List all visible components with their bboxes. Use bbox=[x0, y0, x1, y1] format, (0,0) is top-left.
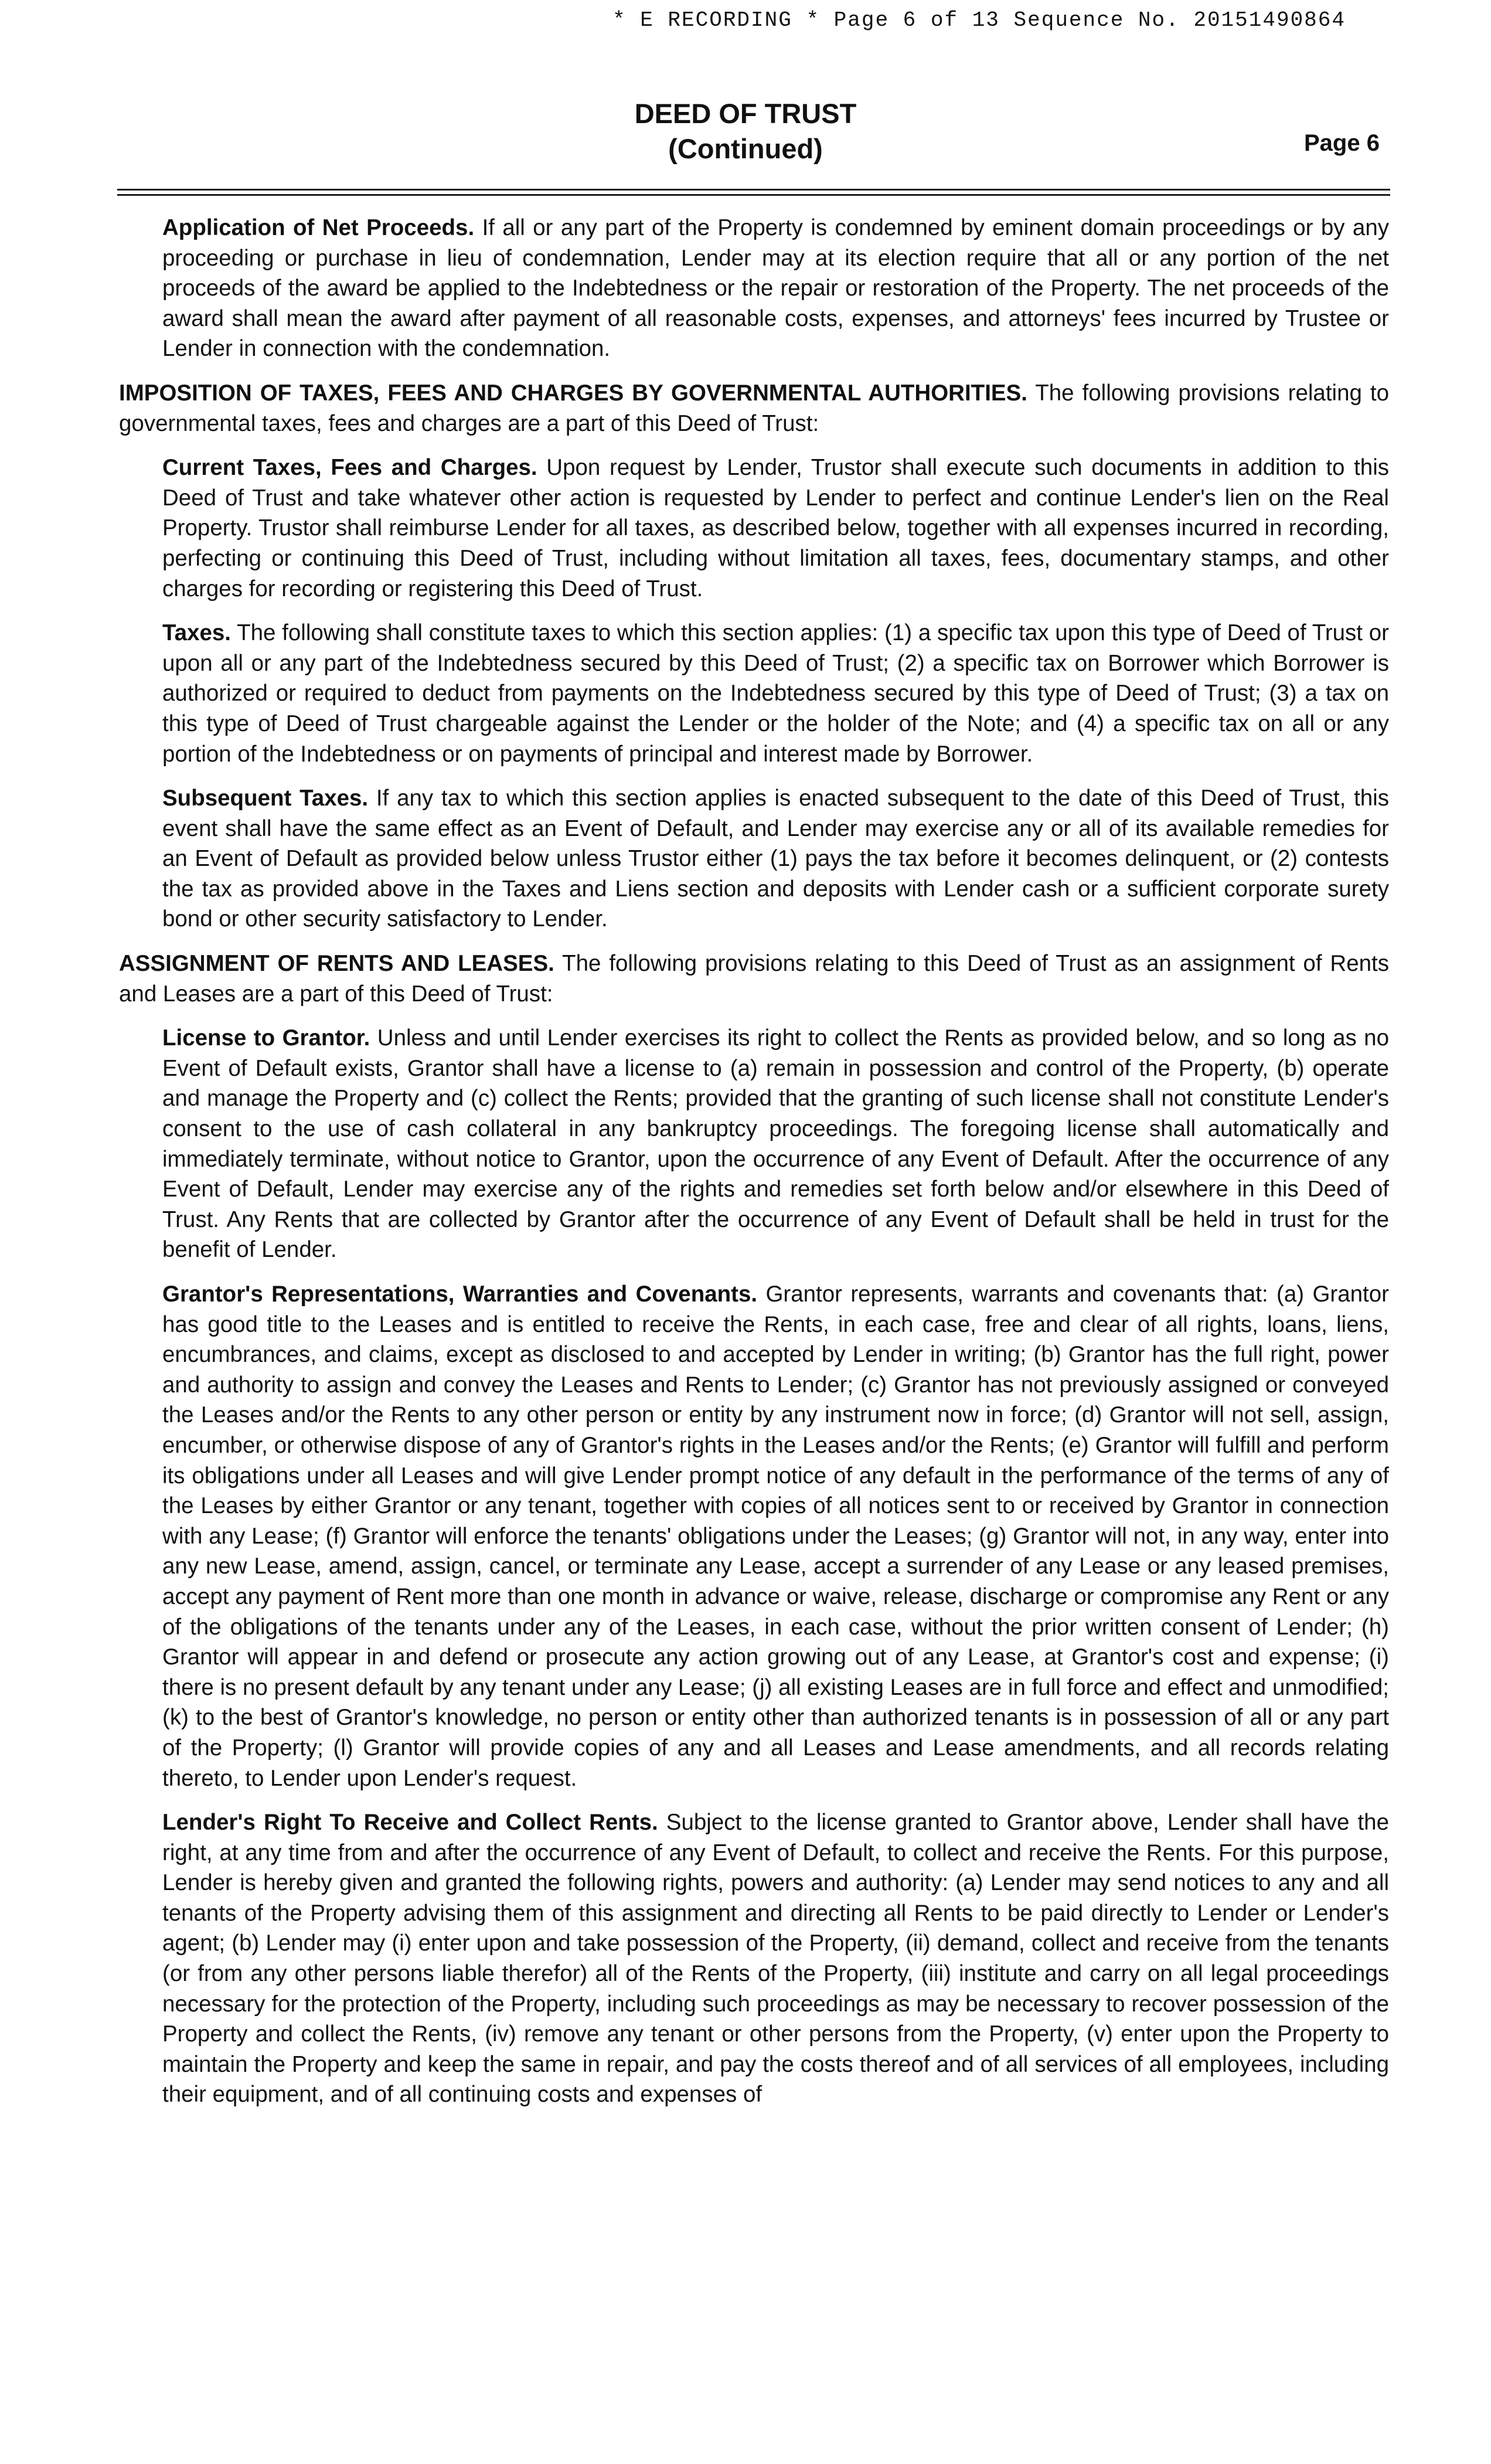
paragraph-right-to-collect bbox=[162, 1807, 1389, 2110]
paragraph-representations bbox=[162, 1279, 1389, 1793]
heading-license: License to Grantor. bbox=[162, 1025, 370, 1051]
header-rule-bottom bbox=[117, 194, 1390, 196]
paragraph-net-proceeds bbox=[162, 213, 1389, 364]
paragraph-license-to-grantor bbox=[162, 1023, 1389, 1265]
header-rule-top bbox=[117, 189, 1390, 191]
paragraph-current-taxes bbox=[162, 453, 1389, 604]
heading-subsequent-taxes: Subsequent Taxes. bbox=[162, 786, 369, 811]
text-net-proceeds: If all or any part of the Property is condemned by eminent domain proceedings or by any proceeding or purchase in lieu of condemnation, Lender may at its election require that all or any portion of the net proceeds of the award be applied to the Indebtedness or the repair or restoration of the Property. The net proceeds of the award shall mean the award after payment of all reasonable costs, expenses, and attorneys' fees incurred by Trustee or Lender in connection with the condemnation. bbox=[162, 215, 1389, 362]
heading-representations: Grantor's Representations, Warranties and Covenants. bbox=[162, 1282, 758, 1307]
document-title-block bbox=[0, 96, 1491, 166]
paragraph-subsequent-taxes bbox=[162, 783, 1389, 934]
heading-taxes: Taxes. bbox=[162, 620, 232, 646]
recording-header: * E RECORDING * Page 6 of 13 Sequence No. 20151490864 bbox=[612, 8, 1346, 32]
heading-current-taxes: Current Taxes, Fees and Charges. bbox=[162, 455, 537, 481]
text-license: Unless and until Lender exercises its right to collect the Rents as provided below, and so long as no Event of Default exists, Grantor shall have a license to (a) remain in possession and control of the Property, (b) operate and manage the Property and (c) collect the Rents; provided that the granting of such license shall not constitute Lender's consent to the use of cash collateral in any bankruptcy proceedings. The foregoing license shall automatically and immediately terminate, without notice to Grantor, upon the occurrence of any Event of Default. After the occurrence of any Event of Default, Lender may exercise any of the rights and remedies set forth below and/or elsewhere in this Deed of Trust. Any Rents that are collected by Grantor after the occurrence of any Event of Default shall be held in trust for the benefit of Lender. bbox=[162, 1025, 1389, 1263]
section-taxes-fees-charges bbox=[119, 378, 1389, 439]
document-subtitle: (Continued) bbox=[668, 133, 823, 164]
text-current-taxes: Upon request by Lender, Trustor shall execute such documents in addition to this Deed of Trust and take whatever other action is requested by Lender to perfect and continue Lender's lien on the Real Property. Trustor shall reimburse Lender for all taxes, as described below, together with all expenses incurred in recording, perfecting or continuing this Deed of Trust, including without limitation all taxes, fees, documentary stamps, and other charges for recording or registering this Deed of Trust. bbox=[162, 455, 1389, 601]
heading-assignment-section: ASSIGNMENT OF RENTS AND LEASES. bbox=[119, 951, 554, 977]
text-subsequent-taxes: If any tax to which this section applies is enacted subsequent to the date of this Deed of Trust, this event shall have the same effect as an Event of Default, and Lender may exercise any or all of its available remedies for an Event of Default as provided below unless Trustor either (1) pays the tax before it becomes delinquent, or (2) contests the tax as provided above in the Taxes and Liens section and deposits with Lender cash or a sufficient corporate surety bond or other security satisfactory to Lender. bbox=[162, 786, 1389, 932]
document-title: DEED OF TRUST bbox=[634, 98, 857, 129]
heading-right-to-collect: Lender's Right To Receive and Collect Rents. bbox=[162, 1810, 658, 1836]
section-assignment-rents-leases bbox=[119, 949, 1389, 1009]
document-body bbox=[119, 213, 1389, 2124]
text-taxes: The following shall constitute taxes to which this section applies: (1) a specific tax upon this type of Deed of Trust or upon all or any part of the Indebtedness secured by this Deed of Trust; (2) a specific tax on Borrower which Borrower is authorized or required to deduct from payments on the Indebtedness secured by this type of Deed of Trust; (3) a tax on this type of Deed of Trust chargeable against the Lender or the holder of the Note; and (4) a specific tax on all or any portion of the Indebtedness or on payments of principal and interest made by Borrower. bbox=[162, 620, 1389, 767]
page-number: Page 6 bbox=[1304, 130, 1380, 156]
text-representations: Grantor represents, warrants and covenants that: (a) Grantor has good title to the Leases and is entitled to receive the Rents, in each case, free and clear of all rights, loans, liens, encumbrances, and claims, except as disclosed to and accepted by Lender in writing; (b) Grantor has the full right, power and authority to assign and convey the Leases and Rents to Lender; (c) Grantor has not previously assigned or conveyed the Leases and/or the Rents to any other person or entity by any instrument now in force; (d) Grantor will not sell, assign, encumber, or otherwise dispose of any of Grantor's rights in the Leases and/or the Rents; (e) Grantor will fulfill and perform its obligations under all Leases and will give Lender prompt notice of any default in the performance of the terms of any of the Leases by either Grantor or any tenant, together with copies of all notices sent to or received by Grantor in connection with any Lease; (f) Grantor will enforce the tenants' obligations under the Leases; (g) Grantor will not, in any way, enter into any new Lease, amend, assign, cancel, or terminate any Lease, accept a surrender of any Lease or any leased premises, accept any payment of Rent more than one month in advance or waive, release, discharge or compromise any Rent or any of the obligations of the tenants under any of the Leases, in each case, without the prior written consent of Lender; (h) Grantor will appear in and defend or prosecute any action growing out of any Lease, at Grantor's cost and expense; (i) there is no present default by any tenant under any Lease; (j) all existing Leases are in full force and effect and unmodified; (k) to the best of Grantor's knowledge, no person or entity other than authorized tenants is in possession of all or any part of the Property; (l) Grantor will provide copies of any and all Leases and Lease amendments, and all records relating thereto, to Lender upon Lender's request. bbox=[162, 1282, 1389, 1791]
paragraph-taxes bbox=[162, 618, 1389, 769]
text-taxes-section: The following provisions relating to governmental taxes, fees and charges are a part of this Deed of Trust: bbox=[119, 380, 1389, 436]
heading-net-proceeds: Application of Net Proceeds. bbox=[162, 215, 475, 240]
heading-taxes-section: IMPOSITION OF TAXES, FEES AND CHARGES BY GOVERNMENTAL AUTHORITIES. bbox=[119, 380, 1027, 406]
text-right-to-collect: Subject to the license granted to Grantor above, Lender shall have the right, at any time from and after the occurrence of any Event of Default, to collect and receive the Rents. For this purpose, Lender is hereby given and granted the following rights, powers and authority: (a) Lender may send notices to any and all tenants of the Property advising them of this assignment and directing all Rents to be paid directly to Lender or Lender's agent; (b) Lender may (i) enter upon and take possession of the Property, (ii) demand, collect and receive from the tenants (or from any other persons liable therefor) all of the Rents of the Property, (iii) institute and carry on all legal proceedings necessary for the protection of the Property, including such proceedings as may be necessary to recover possession of the Property and collect the Rents, (iv) remove any tenant or other persons from the Property, (v) enter upon the Property to maintain the Property and keep the same in repair, and pay the costs thereof and of all services of all employees, including their equipment, and of all continuing costs and expenses of bbox=[162, 1810, 1389, 2108]
text-assignment-section: The following provisions relating to this Deed of Trust as an assignment of Rents and Leases are a part of this Deed of Trust: bbox=[119, 951, 1389, 1007]
